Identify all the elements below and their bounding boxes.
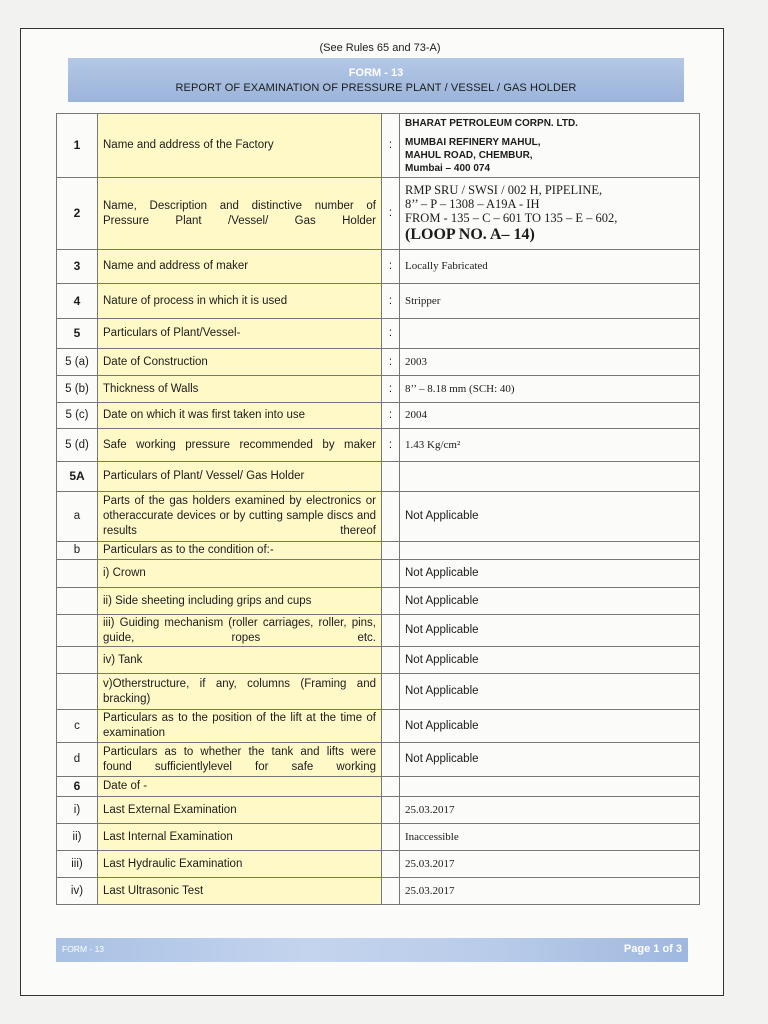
row-value: 2003 bbox=[400, 349, 700, 376]
table-row bbox=[57, 178, 700, 250]
row-number: 5A bbox=[57, 462, 98, 492]
table-row bbox=[57, 250, 700, 284]
value-line: FROM - 135 – C – 601 TO 135 – E – 602, bbox=[405, 210, 618, 225]
row-particular: ii) Side sheeting including grips and cups bbox=[98, 588, 382, 615]
row-colon bbox=[382, 797, 400, 824]
row-number: c bbox=[57, 710, 98, 743]
row-value: 8’’ – 8.18 mm (SCH: 40) bbox=[400, 376, 700, 403]
table-row bbox=[57, 429, 700, 462]
row-value: 1.43 Kg/cm² bbox=[400, 429, 700, 462]
form-header-band bbox=[68, 58, 684, 102]
value-line: RMP SRU / SWSI / 002 H, PIPELINE, bbox=[405, 182, 603, 197]
row-colon bbox=[382, 710, 400, 743]
row-value: Stripper bbox=[400, 284, 700, 319]
row-value: Locally Fabricated bbox=[400, 250, 700, 284]
table-row bbox=[57, 492, 700, 542]
footer-band bbox=[56, 938, 688, 962]
row-number: 5 bbox=[57, 319, 98, 349]
row-particular: Parts of the gas holders examined by electronics or otheraccurate devices or by cutting sample discs and results thereof bbox=[98, 492, 382, 542]
row-number: d bbox=[57, 743, 98, 777]
table-row bbox=[57, 403, 700, 429]
row-colon: : bbox=[382, 284, 400, 319]
row-value: Not Applicable bbox=[400, 710, 700, 743]
table-row bbox=[57, 542, 700, 560]
table-row bbox=[57, 647, 700, 674]
row-value bbox=[400, 462, 700, 492]
value-line: Mumbai – 400 074 bbox=[405, 162, 491, 174]
table-row bbox=[57, 462, 700, 492]
row-colon bbox=[382, 615, 400, 647]
row-particular: v)Otherstructure, if any, columns (Framing and bracking) bbox=[98, 674, 382, 710]
row-particular: i) Crown bbox=[98, 560, 382, 588]
row-particular: Thickness of Walls bbox=[98, 376, 382, 403]
row-colon: : bbox=[382, 429, 400, 462]
row-number bbox=[57, 674, 98, 710]
row-colon bbox=[382, 647, 400, 674]
row-number: 4 bbox=[57, 284, 98, 319]
row-number bbox=[57, 615, 98, 647]
row-value: Not Applicable bbox=[400, 588, 700, 615]
row-colon bbox=[382, 588, 400, 615]
row-particular: Date on which it was first taken into use bbox=[98, 403, 382, 429]
row-particular: Last Internal Examination bbox=[98, 824, 382, 851]
row-value: 25.03.2017 bbox=[400, 878, 700, 905]
row-particular: iii) Guiding mechanism (roller carriages, roller, pins, guide, ropes etc. bbox=[98, 615, 382, 647]
table-row bbox=[57, 878, 700, 905]
row-colon bbox=[382, 542, 400, 560]
row-number: 5 (a) bbox=[57, 349, 98, 376]
row-colon: : bbox=[382, 349, 400, 376]
row-number bbox=[57, 647, 98, 674]
row-colon: : bbox=[382, 376, 400, 403]
row-number bbox=[57, 560, 98, 588]
row-particular: Particulars as to the position of the lift at the time of examination bbox=[98, 710, 382, 743]
row-colon bbox=[382, 824, 400, 851]
table-row bbox=[57, 824, 700, 851]
table-row bbox=[57, 674, 700, 710]
value-line: BHARAT PETROLEUM CORPN. LTD. bbox=[405, 117, 578, 129]
row-number: 1 bbox=[57, 114, 98, 178]
row-colon bbox=[382, 777, 400, 797]
row-number: 3 bbox=[57, 250, 98, 284]
row-colon bbox=[382, 560, 400, 588]
row-colon bbox=[382, 743, 400, 777]
table-row bbox=[57, 777, 700, 797]
footer-form-label: FORM - 13 bbox=[62, 944, 105, 954]
row-value: 25.03.2017 bbox=[400, 851, 700, 878]
row-value: Not Applicable bbox=[400, 743, 700, 777]
page-number: Page 1 of 3 bbox=[623, 943, 682, 955]
table-row bbox=[57, 284, 700, 319]
row-number: iv) bbox=[57, 878, 98, 905]
row-colon: : bbox=[382, 250, 400, 284]
row-particular: Date of - bbox=[98, 777, 382, 797]
row-number: b bbox=[57, 542, 98, 560]
value-line: MAHUL ROAD, CHEMBUR, bbox=[405, 149, 533, 161]
row-value bbox=[400, 542, 700, 560]
row-particular: Particulars as to the condition of:- bbox=[98, 542, 382, 560]
row-number bbox=[57, 588, 98, 615]
value-line: 8’’ – P – 1308 – A19A - IH bbox=[405, 196, 540, 211]
table-row bbox=[57, 797, 700, 824]
row-number: 5 (d) bbox=[57, 429, 98, 462]
row-particular: Last Ultrasonic Test bbox=[98, 878, 382, 905]
report-table bbox=[56, 113, 700, 905]
row-value: Not Applicable bbox=[400, 560, 700, 588]
value-line: (LOOP NO. A– 14) bbox=[405, 225, 535, 243]
row-particular: Nature of process in which it is used bbox=[98, 284, 382, 319]
row-value: Not Applicable bbox=[400, 674, 700, 710]
table-row bbox=[57, 560, 700, 588]
table-row bbox=[57, 743, 700, 777]
row-number: 5 (b) bbox=[57, 376, 98, 403]
row-particular: Particulars of Plant/ Vessel/ Gas Holder bbox=[98, 462, 382, 492]
table-row bbox=[57, 851, 700, 878]
row-number: iii) bbox=[57, 851, 98, 878]
row-colon bbox=[382, 878, 400, 905]
row-colon bbox=[382, 462, 400, 492]
form-title: REPORT OF EXAMINATION OF PRESSURE PLANT / VESSEL / GAS HOLDER bbox=[175, 82, 577, 94]
row-particular: Last Hydraulic Examination bbox=[98, 851, 382, 878]
row-number: 2 bbox=[57, 178, 98, 250]
row-value: 25.03.2017 bbox=[400, 797, 700, 824]
row-value: Not Applicable bbox=[400, 615, 700, 647]
table-row bbox=[57, 588, 700, 615]
row-number: 6 bbox=[57, 777, 98, 797]
table-row bbox=[57, 376, 700, 403]
row-value bbox=[400, 777, 700, 797]
row-number: ii) bbox=[57, 824, 98, 851]
form-number: FORM - 13 bbox=[348, 67, 404, 79]
row-particular: Particulars as to whether the tank and lifts were found sufficientlylevel for safe working bbox=[98, 743, 382, 777]
row-colon: : bbox=[382, 403, 400, 429]
row-particular: Date of Construction bbox=[98, 349, 382, 376]
row-value bbox=[400, 114, 700, 178]
row-colon bbox=[382, 492, 400, 542]
row-number: a bbox=[57, 492, 98, 542]
row-particular: Name, Description and distinctive number of Pressure Plant /Vessel/ Gas Holder bbox=[98, 178, 382, 250]
row-colon: : bbox=[382, 319, 400, 349]
table-row bbox=[57, 319, 700, 349]
rules-note: (See Rules 65 and 73-A) bbox=[319, 42, 441, 54]
row-value: Not Applicable bbox=[400, 492, 700, 542]
row-particular: iv) Tank bbox=[98, 647, 382, 674]
row-particular: Last External Examination bbox=[98, 797, 382, 824]
value-line: MUMBAI REFINERY MAHUL, bbox=[405, 136, 541, 148]
table-row bbox=[57, 710, 700, 743]
row-colon: : bbox=[382, 114, 400, 178]
row-colon bbox=[382, 851, 400, 878]
row-colon: : bbox=[382, 178, 400, 250]
row-particular: Particulars of Plant/Vessel- bbox=[98, 319, 382, 349]
table-row bbox=[57, 615, 700, 647]
row-particular: Safe working pressure recommended by maker bbox=[98, 429, 382, 462]
row-value bbox=[400, 319, 700, 349]
row-particular: Name and address of the Factory bbox=[98, 114, 382, 178]
row-number: 5 (c) bbox=[57, 403, 98, 429]
table-row bbox=[57, 349, 700, 376]
row-particular: Name and address of maker bbox=[98, 250, 382, 284]
row-number: i) bbox=[57, 797, 98, 824]
row-colon bbox=[382, 674, 400, 710]
row-value: Inaccessible bbox=[400, 824, 700, 851]
row-value bbox=[400, 178, 700, 250]
row-value: Not Applicable bbox=[400, 647, 700, 674]
table-row bbox=[57, 114, 700, 178]
row-value: 2004 bbox=[400, 403, 700, 429]
